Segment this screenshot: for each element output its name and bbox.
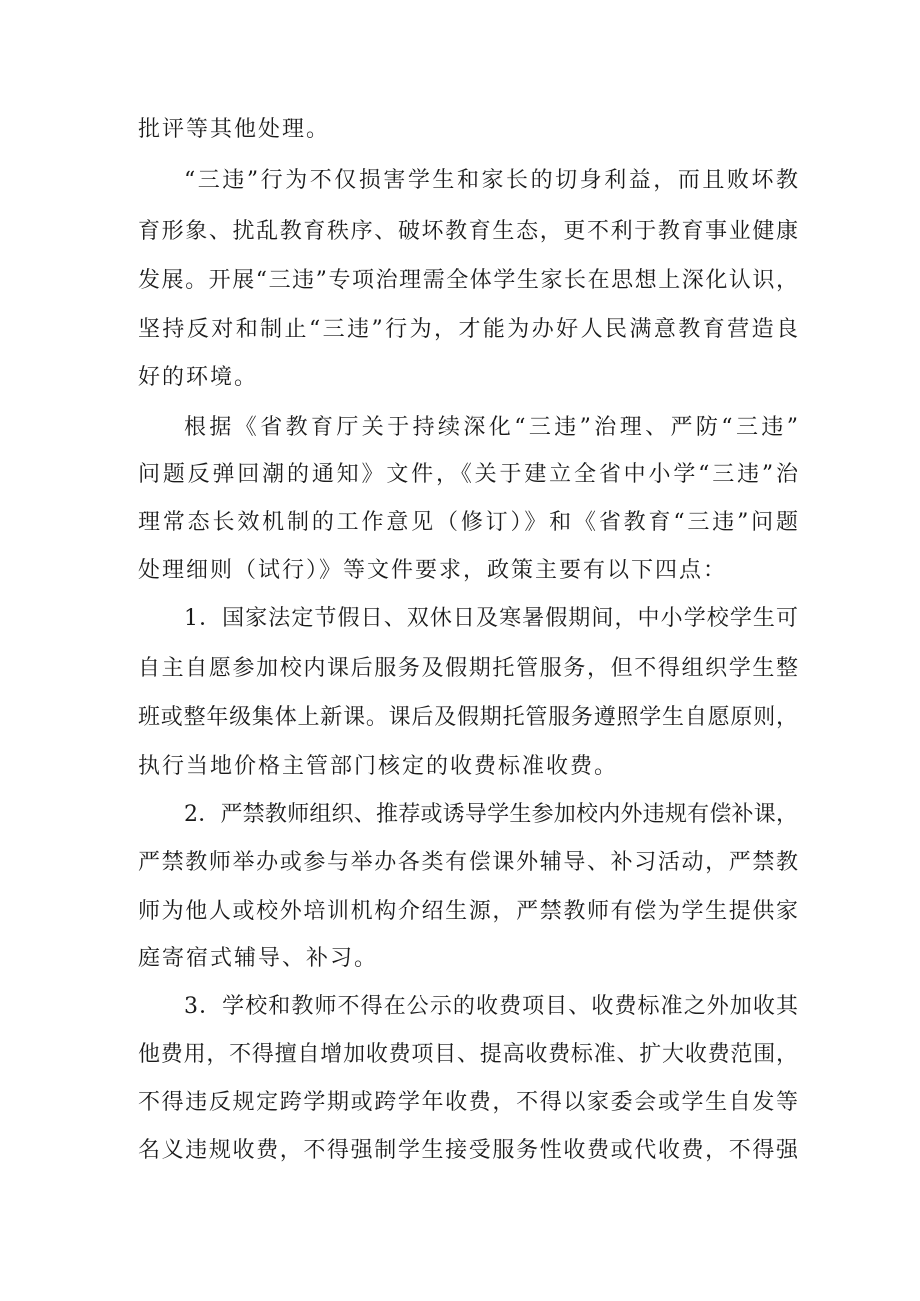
paragraph-line: 名义违规收费，不得强制学生接受服务性收费或代收费，不得强 bbox=[138, 1138, 798, 1163]
paragraph-line: 1．国家法定节假日、双休日及寒暑假期间，中小学校学生可 bbox=[184, 606, 798, 631]
paragraph-line: 班或整年级集体上新课。课后及假期托管服务遵照学生自愿原则， bbox=[138, 705, 798, 730]
paragraph-line: 自主自愿参加校内课后服务及假期托管服务，但不得组织学生整 bbox=[138, 656, 798, 681]
paragraph-line: 问题反弹回潮的通知》文件，《关于建立全省中小学“三违”治 bbox=[138, 462, 798, 487]
paragraph-line: 严禁教师举办或参与举办各类有偿课外辅导、补习活动，严禁教 bbox=[138, 850, 798, 875]
paragraph-line: 庭寄宿式辅导、补习。 bbox=[138, 946, 379, 971]
paragraph-line: 不得违反规定跨学期或跨学年收费，不得以家委会或学生自发等 bbox=[138, 1090, 798, 1115]
paragraph-line: 批评等其他处理。 bbox=[138, 117, 331, 142]
paragraph-line: 根据《省教育厅关于持续深化“三违”治理、严防“三违” bbox=[184, 415, 798, 440]
paragraph-line: 处理细则（试行）》等文件要求，政策主要有以下四点： bbox=[138, 558, 728, 583]
paragraph-line: 他费用，不得擅自增加收费项目、提高收费标准、扩大收费范围， bbox=[138, 1042, 798, 1067]
paragraph-line: 2．严禁教师组织、推荐或诱导学生参加校内外违规有偿补课， bbox=[184, 802, 798, 827]
paragraph-line: 3．学校和教师不得在公示的收费项目、收费标准之外加收其 bbox=[184, 994, 798, 1019]
paragraph-line: 师为他人或校外培训机构介绍生源，严禁教师有偿为学生提供家 bbox=[138, 899, 798, 924]
paragraph-line: 发展。开展“三违”专项治理需全体学生家长在思想上深化认识， bbox=[138, 268, 798, 293]
paragraph-line: “三违”行为不仅损害学生和家长的切身利益，而且败坏教 bbox=[184, 168, 798, 193]
paragraph-line: 理常态长效机制的工作意见（修订）》和《省教育“三违”问题 bbox=[138, 510, 798, 535]
paragraph-line: 好的环境。 bbox=[138, 365, 259, 390]
paragraph-line: 执行当地价格主管部门核定的收费标准收费。 bbox=[138, 754, 619, 779]
paragraph-line: 育形象、扰乱教育秩序、破坏教育生态，更不利于教育事业健康 bbox=[138, 219, 798, 244]
paragraph-line: 坚持反对和制止“三违”行为，才能为办好人民满意教育营造良 bbox=[138, 317, 798, 342]
